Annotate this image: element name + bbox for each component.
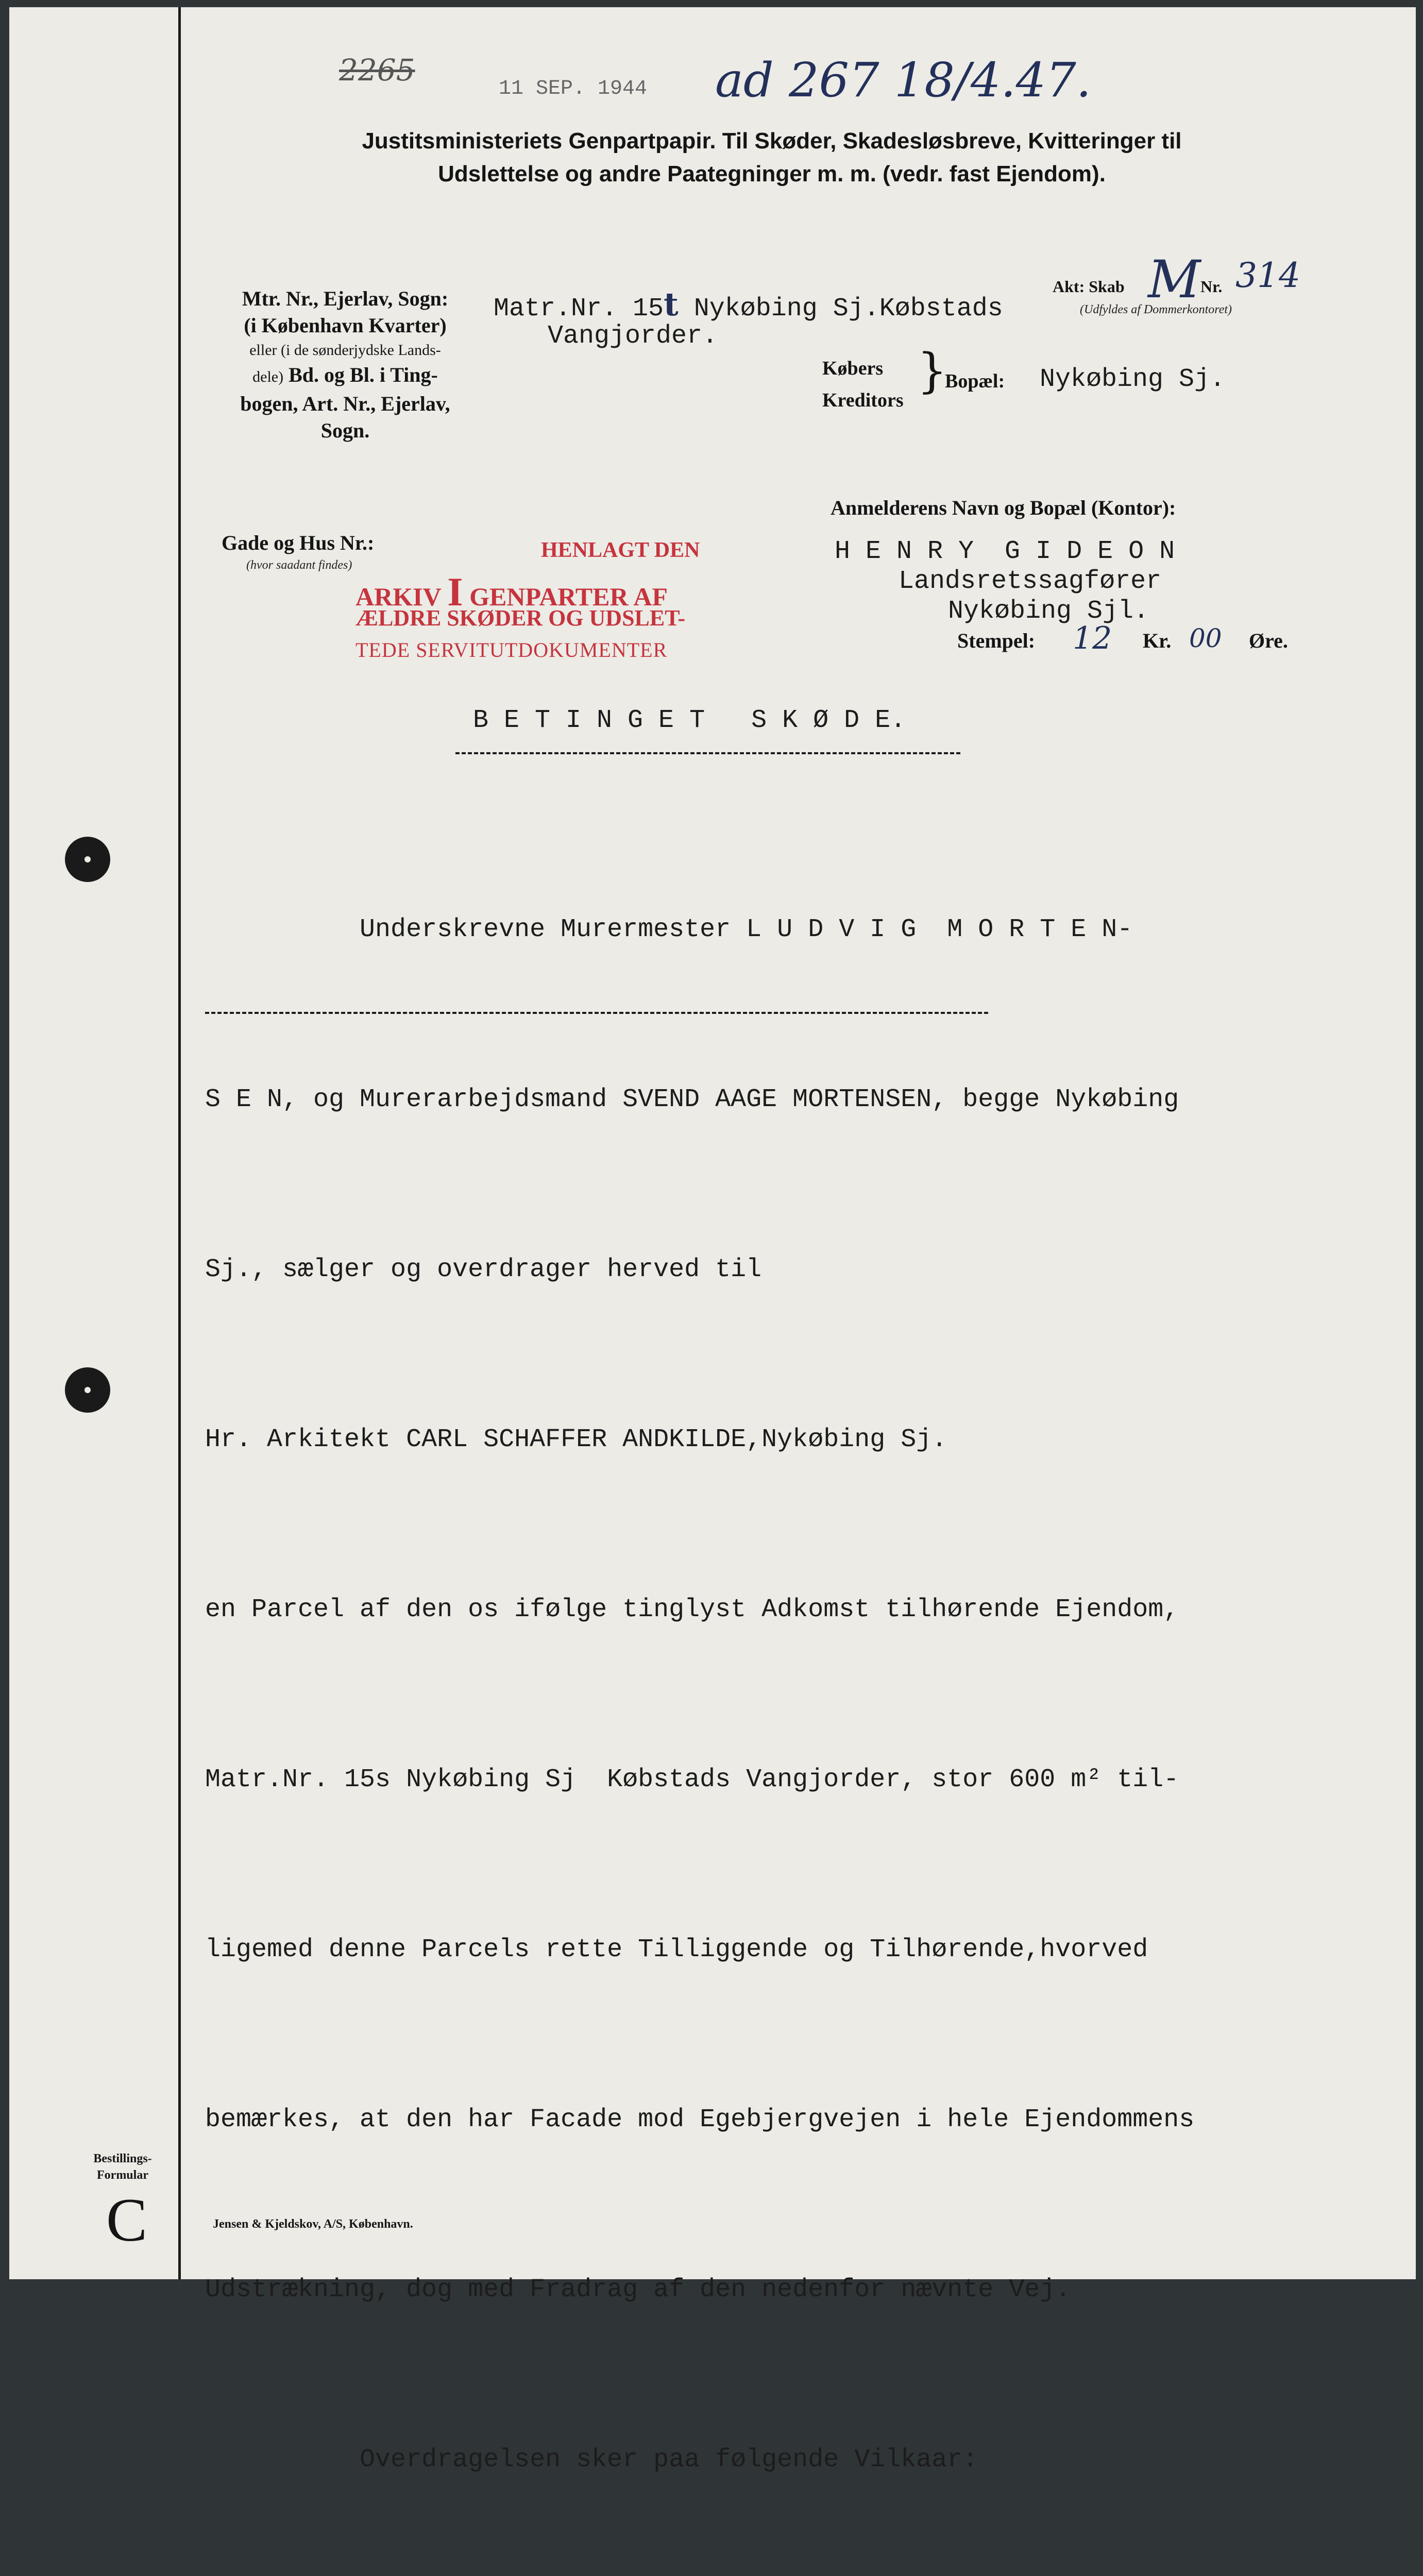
bopael-value: Nykøbing Sj. xyxy=(1040,365,1226,394)
margin-rule xyxy=(178,7,181,2279)
bopael-label: Bopæl: xyxy=(945,370,1005,392)
matr-value-line-2: Vangjorder. xyxy=(548,321,718,351)
anmelder-title: Landsretssagfører xyxy=(899,567,1162,596)
brace: } xyxy=(917,343,947,398)
document-title: B E T I N G E T S K Ø D E. xyxy=(473,706,906,735)
date-stamp: 11 SEP. 1944 xyxy=(499,77,648,100)
bestillings-formular-label: Bestillings- Formular xyxy=(93,2152,152,2182)
stamp-line-4: TEDE SERVITUTDOKUMENTER xyxy=(355,638,668,662)
buyer-underline xyxy=(205,1012,988,1014)
body-line: Hr. Arkitekt CARL SCHAFFER ANDKILDE,Nykøbing Sj. xyxy=(205,1425,947,1454)
anmelder-label: Anmelderens Navn og Bopæl (Kontor): xyxy=(831,496,1176,519)
mtr-label: Mtr. Nr., Ejerlav, Sogn: (i København Kvarter) eller (i de sønderjydske Lands- dele) Bd. og Bl. i Ting- bogen, Art. Nr., Ejerlav, Sogn. xyxy=(240,287,450,442)
stempel-ore-value: 00 xyxy=(1189,623,1222,653)
stamp-line-1: HENLAGT DEN xyxy=(541,538,700,562)
body-line: bemærkes, at den har Facade mod Egebjergvejen i hele Ejendommens xyxy=(205,2105,1195,2134)
stempel-label: Stempel: xyxy=(957,629,1036,652)
body-line: en Parcel af den os ifølge tinglyst Adkomst tilhørende Ejendom, xyxy=(205,1595,1179,1624)
document-page xyxy=(9,7,1416,2475)
udfyldes-note: (Udfyldes af Dommerkontoret) xyxy=(1080,303,1232,316)
anmelder-city: Nykøbing Sjl. xyxy=(948,597,1149,626)
formular-letter: C xyxy=(106,2185,148,2254)
stamp-line-2: ARKIV I GENPARTER AF xyxy=(355,569,668,614)
body-line: Overdragelsen sker paa følgende Vilkaar: xyxy=(205,2445,978,2475)
title-underline xyxy=(455,752,960,754)
kobers-kreditors-label: Købers Kreditors xyxy=(822,358,904,411)
body-line: Udstrækning, dog med Fradrag af den nedenfor nævnte Vej. xyxy=(205,2275,1071,2304)
akt-skab-value: M xyxy=(1148,249,1201,310)
anmelder-name: H E N R Y G I D E O N xyxy=(835,537,1175,566)
stempel-kr-value: 12 xyxy=(1073,620,1112,656)
body-line: S E N, og Murerarbejdsmand SVEND AAGE MORTENSEN, begge Nykøbing xyxy=(205,1085,1179,1114)
gade-note: (hvor saadant findes) xyxy=(246,558,352,572)
gade-label: Gade og Hus Nr.: xyxy=(222,531,375,554)
header-line-1: Justitsministeriets Genpartpapir. Til Skøder, Skadesløsbreve, Kvitteringer til xyxy=(362,128,1182,154)
punch-hole-lower xyxy=(65,1367,110,1413)
body-line: ligemed denne Parcels rette Tilliggende og Tilhørende,hvorved xyxy=(205,1935,1148,1964)
kr-label: Kr. xyxy=(1143,629,1172,652)
body-line: Matr.Nr. 15s Nykøbing Sj Købstads Vangjorder, stor 600 m² til- xyxy=(205,1765,1179,1794)
document-body xyxy=(205,788,1194,2576)
akt-nr-label: Nr. xyxy=(1200,277,1223,296)
ore-label: Øre. xyxy=(1249,629,1288,652)
handwritten-reference: ad 267 18/4.47. xyxy=(715,53,1091,108)
crossed-number: 2265 xyxy=(339,53,415,88)
stamp-line-3: ÆLDRE SKØDER OG UDSLET- xyxy=(355,605,686,631)
akt-skab-label: Akt: Skab xyxy=(1053,277,1125,296)
matr-value: Matr.Nr. 15t Nykøbing Sj.Købstads xyxy=(494,285,1003,324)
printer-credit: Jensen & Kjeldskov, A/S, København. xyxy=(213,2217,413,2231)
punch-hole-upper xyxy=(65,837,110,882)
body-line: Sj., sælger og overdrager herved til xyxy=(205,1255,762,1284)
akt-nr-value: 314 xyxy=(1235,256,1300,295)
body-line: Underskrevne Murermester L U D V I G M O R T E N- xyxy=(205,915,1133,944)
header-line-2: Udslettelse og andre Paategninger m. m. (vedr. fast Ejendom). xyxy=(438,161,1106,187)
